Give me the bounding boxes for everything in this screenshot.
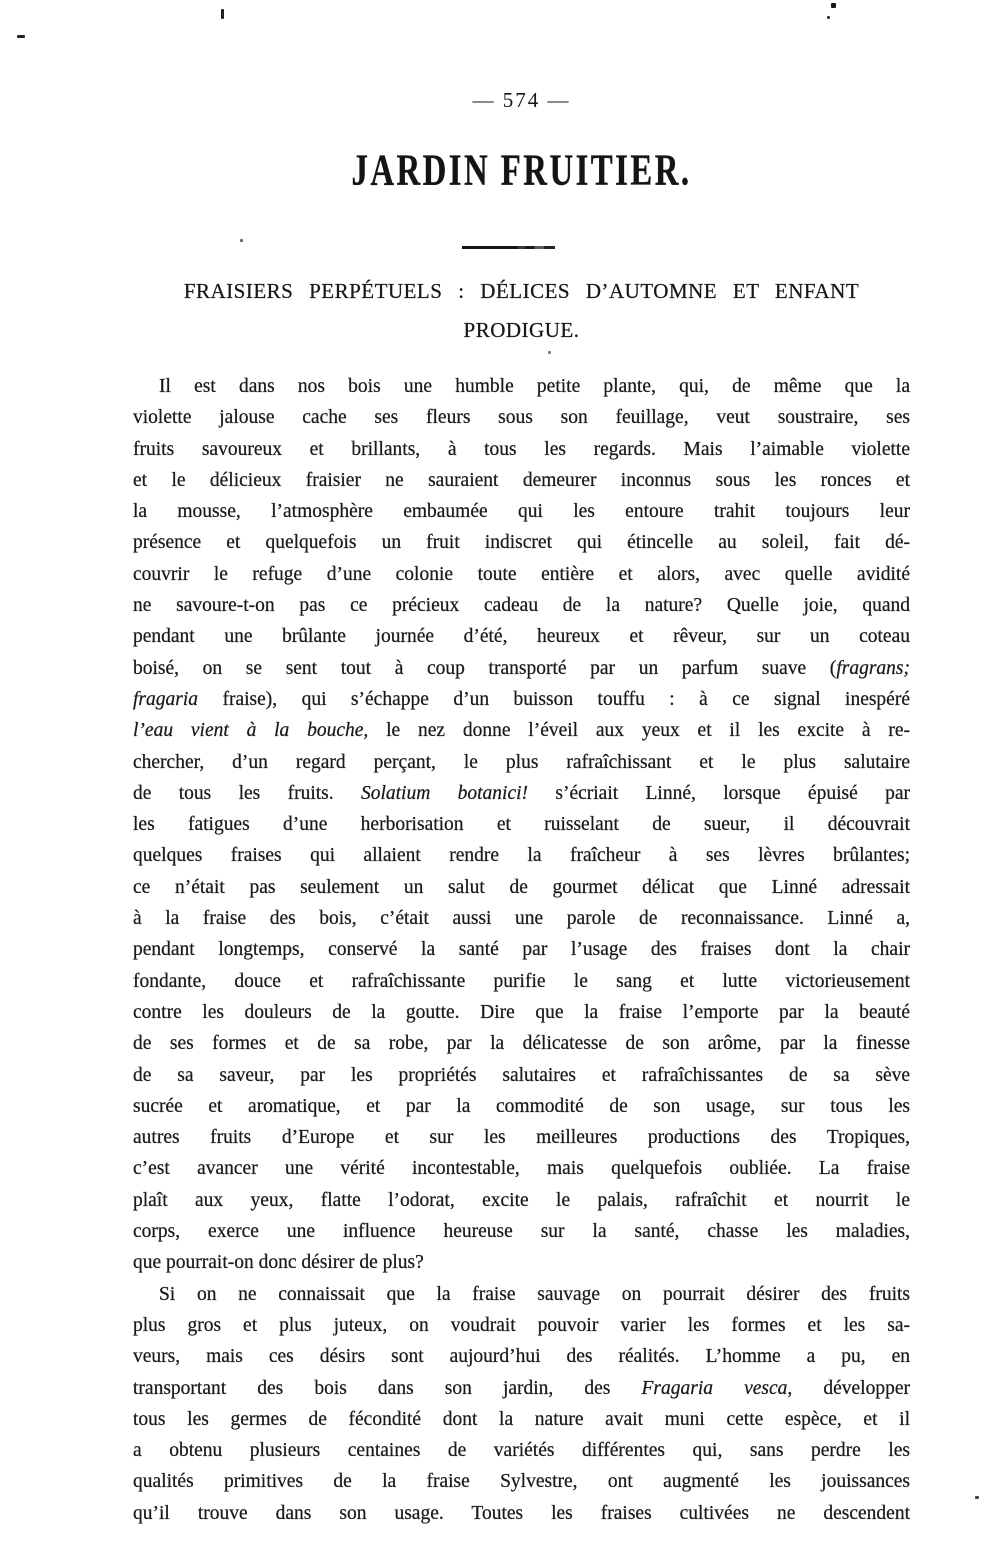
roman-text: a obtenu plusieurs centaines de variétés différentes qui, sans perdre les — [133, 1440, 910, 1462]
roman-text: et le délicieux fraisier ne sauraient demeurer inconnus sous les ronces et — [133, 469, 910, 491]
text-line — [133, 465, 910, 496]
text-line — [133, 590, 910, 621]
scan-speck — [240, 239, 243, 242]
body-text — [133, 371, 910, 1529]
roman-text: quelques fraises qui allaient rendre la fraîcheur à ses lèvres brûlantes; — [133, 845, 910, 867]
text-line — [133, 1028, 910, 1059]
roman-text: ne savoure-t-on pas ce précieux cadeau de la nature? Quelle joie, quand — [133, 595, 910, 617]
roman-text: violette jalouse cache ses fleurs sous son feuillage, veut soustraire, ses — [133, 407, 910, 429]
text-line — [133, 496, 910, 527]
italic-text: fragaria — [133, 688, 199, 710]
text-line — [133, 934, 910, 965]
text-line — [133, 559, 910, 590]
roman-text: boisé, on se sent tout à coup transporté par un parfum suave ( — [133, 657, 837, 679]
roman-text: les fatigues d’une herborisation et ruisselant de sueur, il découvrait — [133, 814, 910, 836]
roman-text: fraise), qui s’échappe d’un buisson touffu : à ce signal inespéré — [198, 688, 910, 710]
roman-text: qualités primitives de la fraise Sylvestre, ont augmenté les jouissances — [133, 1471, 910, 1493]
text-line — [133, 840, 910, 871]
text-line — [133, 1216, 910, 1247]
roman-text: la mousse, l’atmosphère embaumée qui les entoure trahit toujours leur — [133, 501, 910, 523]
roman-text: fruits savoureux et brillants, à tous les regards. Mais l’aimable violette — [133, 438, 910, 460]
roman-text: fondante, douce et rafraîchissante purifie le sang et lutte victorieusement — [133, 970, 910, 992]
roman-text: corps, exerce une influence heureuse sur la santé, chasse les maladies, — [133, 1221, 910, 1243]
section-heading-line: PRODIGUE. — [463, 318, 580, 342]
roman-text: s’écriait Linné, lorsque épuisé par — [528, 782, 910, 804]
page-number: — 574 — — [472, 88, 571, 112]
text-line — [133, 809, 910, 840]
page-title: JARDIN FRUITIER. — [351, 144, 692, 195]
text-line — [133, 434, 910, 465]
text-line — [133, 684, 910, 715]
text-line — [133, 1341, 910, 1372]
text-line — [133, 1310, 910, 1341]
text-line — [133, 1373, 910, 1404]
text-line — [133, 1185, 910, 1216]
text-line — [133, 1498, 910, 1529]
text-line — [133, 527, 910, 558]
roman-text: plus gros et plus juteux, on voudrait pouvoir varier les formes et les sa- — [133, 1314, 910, 1336]
text-line — [133, 997, 910, 1028]
paragraph — [133, 1279, 910, 1529]
text-line — [133, 1091, 910, 1122]
roman-text: c’est avancer une vérité incontestable, mais quelquefois oubliée. La fraise — [133, 1158, 910, 1180]
text-line — [133, 1435, 910, 1466]
text-line — [133, 872, 910, 903]
roman-text: pendant une brûlante journée d’été, heureux et rêveur, sur un coteau — [133, 626, 910, 648]
roman-text: le nez donne l’éveil aux yeux et il les excite à re- — [368, 720, 910, 742]
text-line — [133, 903, 910, 934]
text-line — [133, 1404, 910, 1435]
scan-speck — [221, 9, 224, 19]
text-line — [133, 1122, 910, 1153]
text-line — [133, 1279, 910, 1310]
text-line — [133, 715, 910, 746]
roman-text: Si on ne connaissait que la fraise sauvage on pourrait désirer des fruits — [159, 1283, 910, 1305]
roman-text: sucrée et aromatique, et par la commodité de son usage, sur tous les — [133, 1095, 910, 1117]
text-line — [133, 402, 910, 433]
italic-text: Fragaria vesca — [641, 1377, 788, 1399]
text-line — [133, 1247, 910, 1278]
section-heading — [133, 272, 910, 350]
roman-text: tous les germes de fécondité dont la nature avait muni cette espèce, et il — [133, 1408, 910, 1430]
text-line — [133, 1153, 910, 1184]
text-line — [133, 653, 910, 684]
section-heading-line: FRAISIERS PERPÉTUELS : DÉLICES D’AUTOMNE ET ENFANT — [183, 279, 860, 303]
title-divider-rule — [462, 246, 555, 249]
scan-speck — [827, 16, 830, 19]
text-line — [133, 747, 910, 778]
scan-speck — [17, 35, 25, 38]
text-line — [133, 1060, 910, 1091]
roman-text: à la fraise des bois, c’était aussi une parole de reconnaissance. Linné a, — [133, 908, 910, 930]
roman-text: Il est dans nos bois une humble petite plante, qui, de même que la — [159, 376, 910, 397]
roman-text: de ses formes et de sa robe, par la délicatesse de son arôme, par la finesse — [133, 1033, 910, 1055]
text-line — [133, 1466, 910, 1497]
text-line — [133, 621, 910, 652]
roman-text: qu’il trouve dans son usage. Toutes les fraises cultivées ne descendent — [133, 1502, 910, 1524]
italic-text: fragrans; — [836, 657, 910, 679]
italic-text: l’eau vient à la bouche, — [133, 720, 369, 742]
roman-text: de sa saveur, par les propriétés salutaires et rafraîchissantes de sa sève — [133, 1064, 910, 1086]
roman-text: chercher, d’un regard perçant, le plus rafraîchissant et le plus salutaire — [133, 751, 910, 773]
roman-text: contre les douleurs de la goutte. Dire que la fraise l’emporte par la beauté — [133, 1001, 910, 1023]
roman-text: présence et quelquefois un fruit indiscret qui étincelle au soleil, fait dé- — [133, 532, 910, 554]
roman-text: pendant longtemps, conservé la santé par l’usage des fraises dont la chair — [133, 939, 910, 961]
paragraph — [133, 371, 910, 1279]
roman-text: , développer — [787, 1377, 910, 1399]
roman-text: autres fruits d’Europe et sur les meilleures productions des Tropiques, — [133, 1127, 910, 1149]
scan-speck — [831, 3, 836, 8]
roman-text: couvrir le refuge d’une colonie toute entière et alors, avec quelle avidité — [133, 563, 910, 585]
text-line — [133, 778, 910, 809]
roman-text: transportant des bois dans son jardin, des — [133, 1377, 642, 1399]
text-line — [133, 966, 910, 997]
text-line — [133, 371, 910, 402]
scan-speck — [975, 1496, 979, 1499]
roman-text: plaît aux yeux, flatte l’odorat, excite le palais, rafraîchit et nourrit le — [133, 1189, 910, 1211]
roman-text: ce n’était pas seulement un salut de gourmet délicat que Linné adressait — [133, 876, 910, 898]
roman-text: veurs, mais ces désirs sont aujourd’hui des réalités. L’homme a pu, en — [133, 1346, 910, 1368]
roman-text: que pourrait-on donc désirer de plus? — [133, 1252, 424, 1274]
scan-speck — [548, 351, 551, 354]
roman-text: de tous les fruits. — [133, 782, 361, 804]
italic-text: Solatium botanici! — [360, 782, 529, 804]
